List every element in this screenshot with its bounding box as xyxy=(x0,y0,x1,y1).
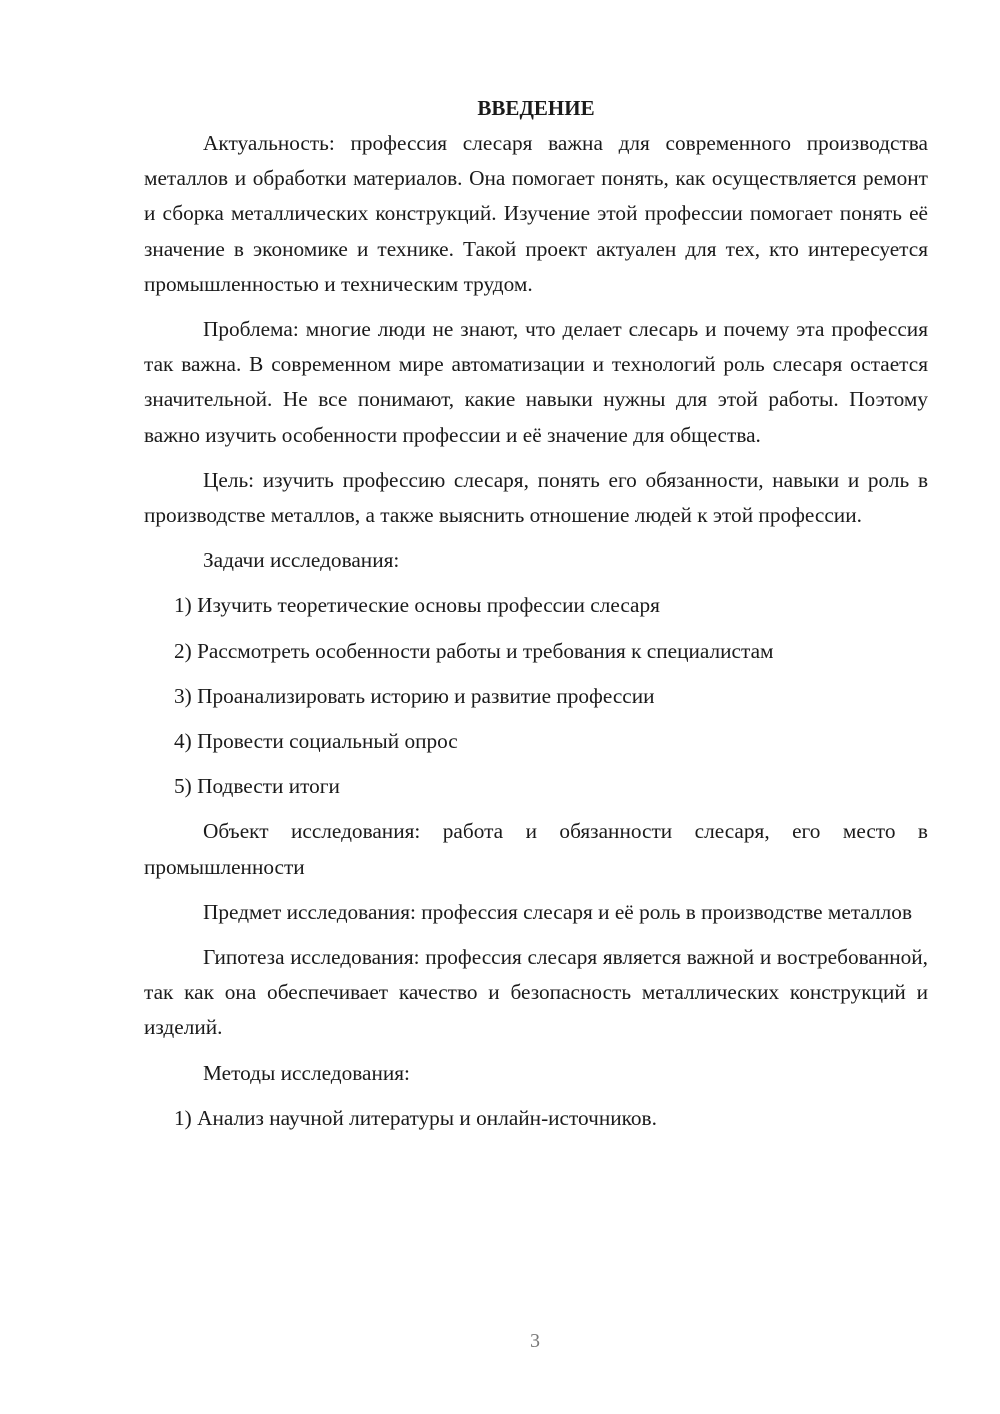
task-item: 1) Изучить теоретические основы профессии слесаря xyxy=(174,593,660,618)
task-item: 3) Проанализировать историю и развитие профессии xyxy=(174,683,655,708)
method-item: 1) Анализ научной литературы и онлайн-источников. xyxy=(174,1105,657,1130)
paragraph-problem: Проблема: многие люди не знают, что делает слесарь и почему эта профессия так важна. В современном мире автоматизации и технологий роль слесаря остается значительной. Не все понимают, какие навыки нужны для этой работы. Поэтому важно изучить особенности профессии и её значение для общества. xyxy=(144,317,928,447)
paragraph-relevance: Актуальность: профессия слесаря важна для современного производства металлов и обработки материалов. Она помогает понять, как осуществляется ремонт и сборка металлических конструкций. Изучение этой профессии помогает понять её значение в экономике и технике. Такой проект актуален для тех, кто интересуется промышленностью и техническим трудом. xyxy=(144,131,928,296)
paragraph-goal: Цель: изучить профессию слесаря, понять его обязанности, навыки и роль в производстве металлов, а также выяснить отношение людей к этой профессии. xyxy=(144,467,928,528)
paragraph-subject: Предмет исследования: профессия слесаря и её роль в производстве металлов xyxy=(203,899,912,924)
page-number: 3 xyxy=(530,1330,540,1352)
methods-heading: Методы исследования: xyxy=(203,1060,410,1085)
section-title: ВВЕДЕНИЕ xyxy=(477,96,595,120)
document-page xyxy=(144,90,928,1146)
tasks-heading: Задачи исследования: xyxy=(203,548,400,573)
task-item: 2) Рассмотреть особенности работы и требования к специалистам xyxy=(174,638,774,663)
task-item: 4) Провести социальный опрос xyxy=(174,729,458,754)
paragraph-object: Объект исследования: работа и обязанности слесаря, его место в промышленности xyxy=(144,819,928,879)
task-item: 5) Подвести итоги xyxy=(174,774,340,799)
paragraph-hypothesis: Гипотеза исследования: профессия слесаря является важной и востребованной, так как она обеспечивает качество и безопасность металлических конструкций и изделий. xyxy=(144,945,928,1040)
